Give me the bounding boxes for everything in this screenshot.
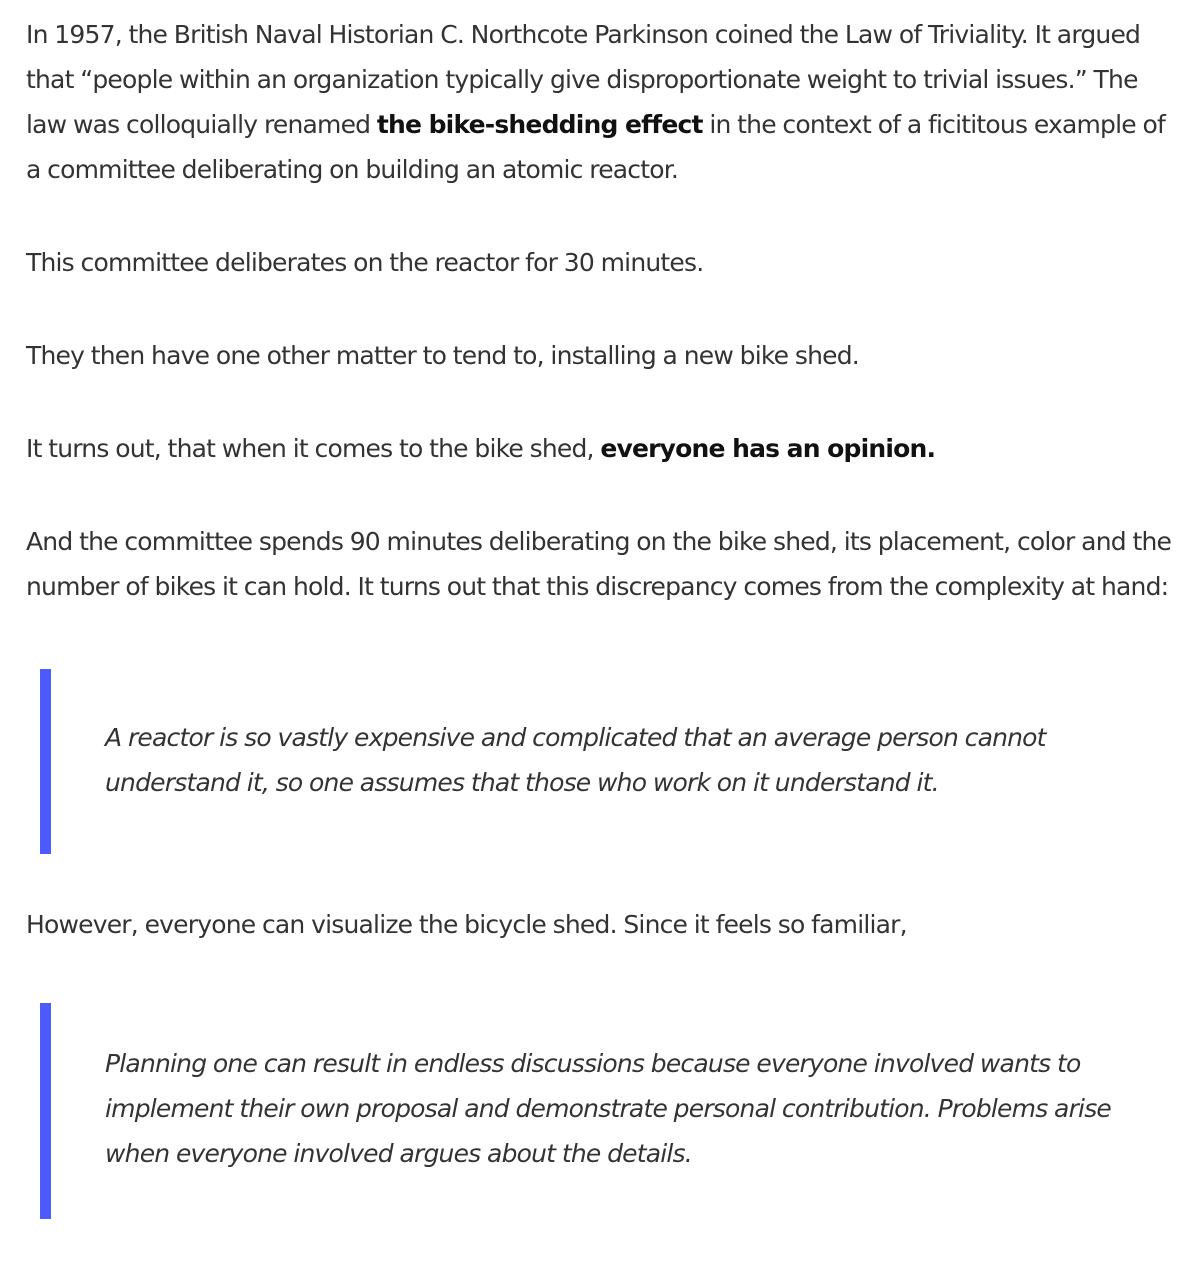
article-body bbox=[26, 12, 1176, 1267]
paragraph-opinion bbox=[26, 426, 1176, 471]
quote-text: Planning one can result in endless discussions because everyone involved wants to implement their own proposal and demonstrate personal contribution. Problems arise when everyone involved argues about the details. bbox=[105, 1049, 1112, 1168]
blockquote-planning bbox=[40, 1003, 1176, 1219]
blockquote-reactor bbox=[40, 669, 1176, 854]
paragraph-discrepancy: And the committee spends 90 minutes deliberating on the bike shed, its placement, color and the number of bikes it can hold. It turns out that this discrepancy comes from the complexity at hand: bbox=[26, 527, 1172, 601]
paragraph-law-of-triviality bbox=[26, 12, 1176, 192]
bold-term-bike-shedding: the bike-shedding effect bbox=[376, 110, 703, 139]
paragraph-text: It turns out, that when it comes to the bike shed, bbox=[26, 434, 601, 463]
paragraph-visualize: However, everyone can visualize the bicycle shed. Since it feels so familiar, bbox=[26, 910, 907, 939]
quote-text: A reactor is so vastly expensive and complicated that an average person cannot understand it, so one assumes that those who work on it understand it. bbox=[105, 723, 1046, 797]
paragraph-text: in the context of a ficititous example of a committee deliberating on building an atomic reactor. bbox=[26, 110, 1165, 184]
bold-everyone-opinion: everyone has an opinion. bbox=[600, 434, 936, 463]
paragraph-text: In 1957, the British Naval Historian C. Northcote Parkinson coined the Law of Triviality. It argued that “people within an organization typically give disproportionate weight to trivial issues.” The law was colloquially renamed bbox=[26, 20, 1141, 139]
paragraph-reactor-time: This committee deliberates on the reactor for 30 minutes. bbox=[26, 248, 704, 277]
paragraph-bike-shed: They then have one other matter to tend to, installing a new bike shed. bbox=[26, 341, 859, 370]
